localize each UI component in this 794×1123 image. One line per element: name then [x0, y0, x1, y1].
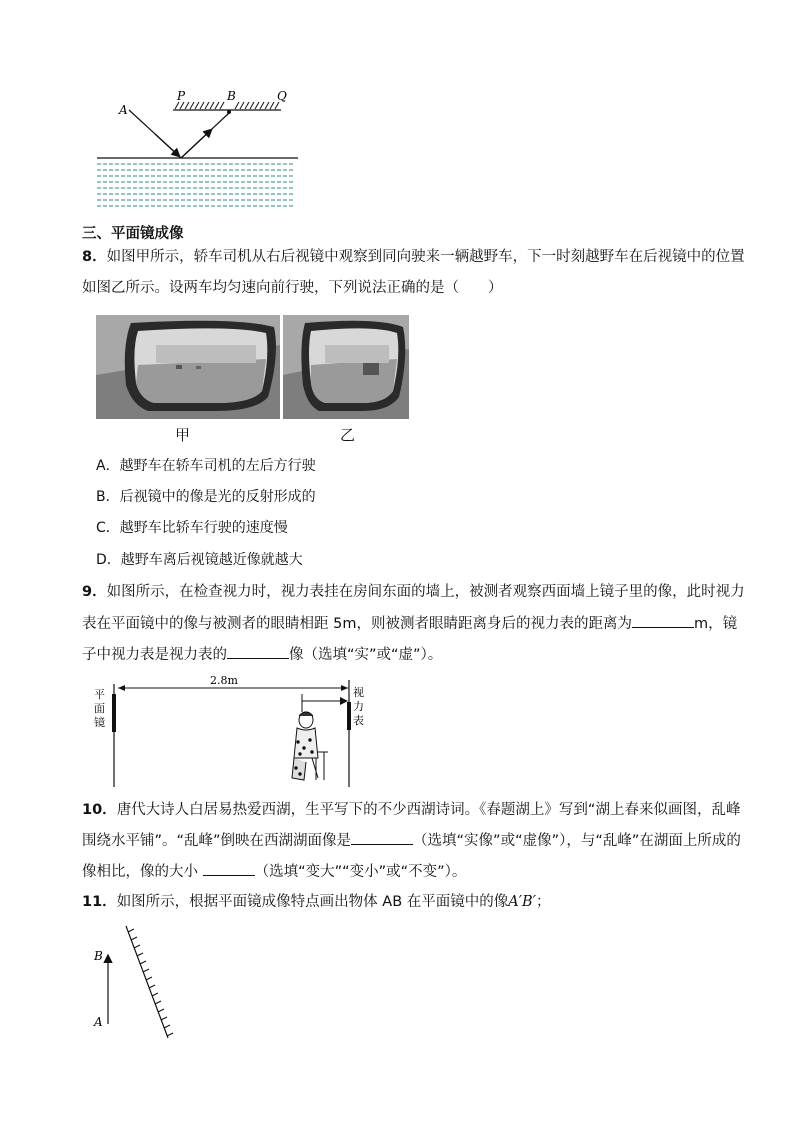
- q8-option-c: C．越野车比轿车行驶的速度慢: [96, 520, 288, 536]
- point-q-label: Q: [277, 89, 287, 103]
- water-hatching: [97, 164, 295, 206]
- q9-line3: 子中视力表是视力表的 像（选填“实”或“虚”）。: [82, 644, 442, 665]
- chart-label-1: 视: [353, 686, 364, 699]
- object-a-label: A: [94, 1015, 103, 1029]
- q8-line1: 8．如图甲所示，轿车司机从右后视镜中观察到同向驶来一辆越野车，下一时刻越野车在后视镜中的位置: [82, 249, 745, 265]
- point-p-label: P: [177, 89, 186, 103]
- object-b-label: B: [94, 949, 103, 963]
- mirror-photo-left: [96, 315, 280, 419]
- caption-yi: 乙: [340, 426, 356, 444]
- q10-line1: 10．唐代大诗人白居易热爱西湖，生平写下的不少西湖诗词。《春题湖上》写到“湖上春来似画图，乱峰: [82, 802, 741, 818]
- q8-option-a: A．越野车在轿车司机的左后方行驶: [96, 458, 316, 474]
- distance-label: 2.8m: [210, 674, 238, 687]
- q9-blank-image-type[interactable]: [227, 644, 289, 659]
- q9-line2: 表在平面镜中的像与被测者的眼睛相距 5m，则被测者眼睛距离身后的视力表的距离为 m，镜: [82, 613, 737, 634]
- mirror-pq: [173, 102, 281, 110]
- q9-number: 9．: [82, 584, 107, 600]
- q8-option-d: D．越野车离后视镜越近像就越大: [96, 552, 303, 568]
- reflection-figure: [95, 86, 300, 211]
- plane-mirror: [126, 926, 168, 1038]
- mirror-label-2: 面: [94, 702, 105, 715]
- section-title: 三、平面镜成像: [82, 226, 184, 242]
- point-b-label: B: [227, 89, 236, 103]
- q11-line1: 11．如图所示，根据平面镜成像特点画出物体 AB 在平面镜中的像A′B′；: [82, 894, 551, 910]
- q9-line1: 9．如图所示，在检查视力时，视力表挂在房间东面的墙上，被测者观察西面墙上镜子里的像，此时视力: [82, 584, 745, 600]
- ab-mirror-figure: [90, 920, 180, 1045]
- q8-line2: 如图乙所示。设两车均匀速向前行驶，下列说法正确的是（ ）: [82, 280, 503, 296]
- q8-option-b: B．后视镜中的像是光的反射形成的: [96, 489, 316, 505]
- mirror-label-1: 平: [94, 688, 105, 701]
- q10-number: 10．: [82, 802, 117, 818]
- q10-blank-size[interactable]: [203, 861, 255, 876]
- q10-line3: 像相比，像的大小 （选填“变大”“变小”或“不变”）。: [82, 861, 466, 882]
- q11-number: 11．: [82, 894, 117, 910]
- q9-blank-distance[interactable]: [632, 613, 694, 628]
- chart-label-2: 力: [353, 700, 364, 713]
- q10-line2: 围绕水平铺”。“乱峰”倒映在西湖湖面像是 （选填“实像”或“虚像”），与“乱峰”在湖面上所成的: [82, 830, 741, 851]
- chart-label-3: 表: [353, 714, 364, 727]
- eye-test-figure: [92, 672, 372, 792]
- q10-blank-image-type[interactable]: [351, 830, 413, 845]
- seated-person: [292, 712, 328, 780]
- caption-jia: 甲: [175, 426, 191, 444]
- point-a-label: A: [119, 103, 128, 117]
- mirror-photo-right: [283, 315, 409, 419]
- q8-number: 8．: [82, 249, 107, 265]
- mirror-label-3: 镜: [94, 716, 105, 729]
